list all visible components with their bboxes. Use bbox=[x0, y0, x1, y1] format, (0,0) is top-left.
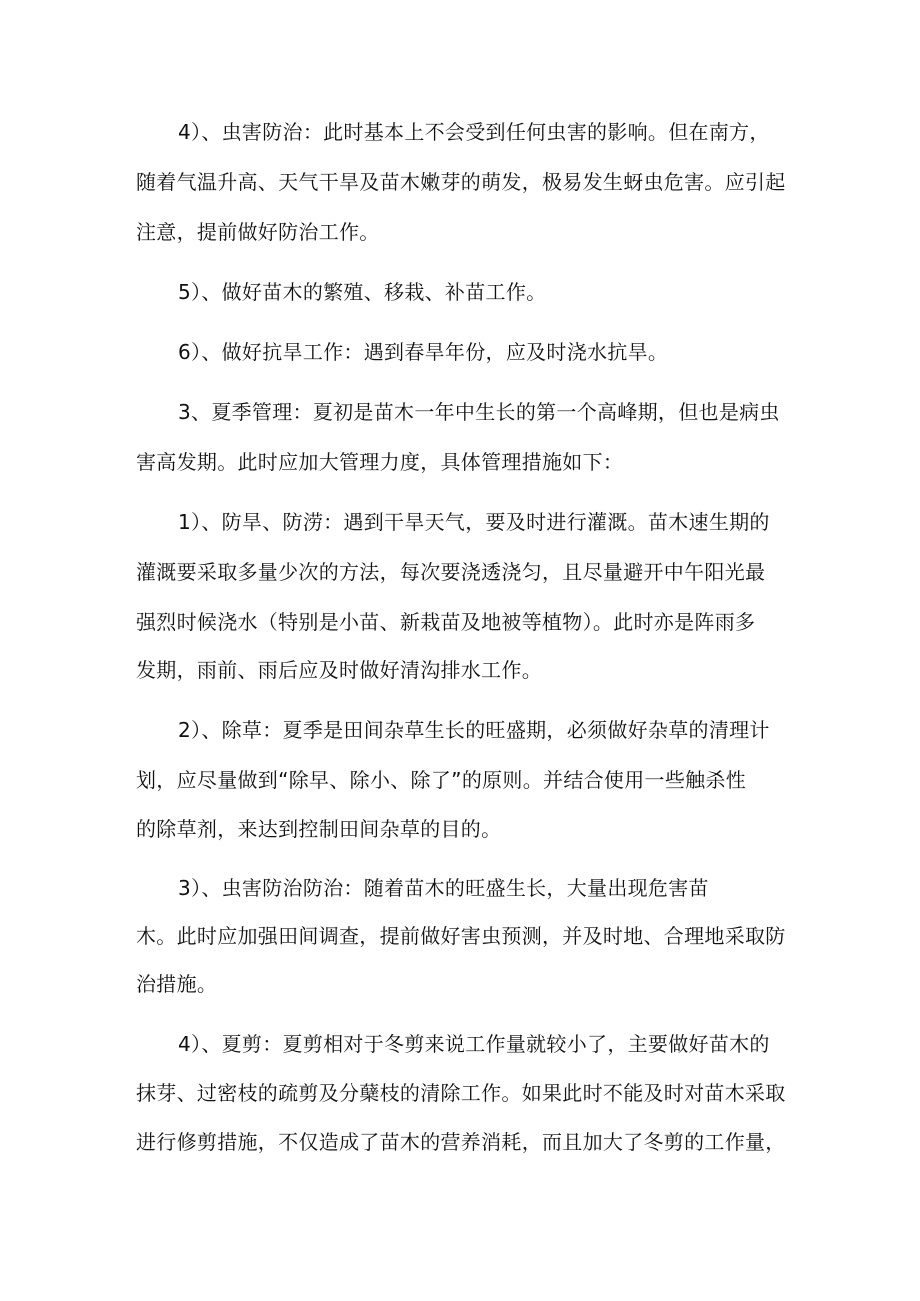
paragraph-line: 4）、夏剪：夏剪相对于冬剪来说工作量就较小了，主要做好苗木的 bbox=[178, 1032, 770, 1056]
paragraph-line: 的除草剂，来达到控制田间杂草的目的。 bbox=[136, 817, 502, 841]
paragraph-line: 发期，雨前、雨后应及时做好清沟排水工作。 bbox=[136, 658, 542, 682]
paragraph-line: 进行修剪措施，不仅造成了苗木的营养消耗，而且加大了冬剪的工作量， bbox=[136, 1130, 786, 1154]
paragraph-line: 6）、做好抗旱工作：遇到春旱年份，应及时浇水抗旱。 bbox=[178, 340, 669, 364]
section-heading-line: 3、夏季管理：夏初是苗木一年中生长的第一个高峰期，但也是病虫 bbox=[178, 400, 780, 424]
paragraph-line: 灌溉要采取多量少次的方法，每次要浇透浇匀，且尽量避开中午阳光最 bbox=[136, 560, 766, 584]
paragraph-line: 划，应尽量做到“除早、除小、除了”的原则。并结合使用一些触杀性 bbox=[136, 768, 747, 792]
paragraph-line: 木。此时应加强田间调查，提前做好害虫预测，并及时地、合理地采取防 bbox=[136, 924, 786, 948]
paragraph-line: 治措施。 bbox=[136, 972, 218, 996]
paragraph-line: 抹芽、过密枝的疏剪及分蘖枝的清除工作。如果此时不能及时对苗木采取 bbox=[136, 1081, 786, 1105]
paragraph-line: 注意，提前做好防治工作。 bbox=[136, 220, 380, 244]
paragraph-line: 4）、虫害防治：此时基本上不会受到任何虫害的影响。但在南方， bbox=[178, 120, 770, 144]
paragraph-line: 5）、做好苗木的繁殖、移栽、补苗工作。 bbox=[178, 280, 547, 304]
paragraph-line: 1）、防旱、防涝：遇到干旱天气，要及时进行灌溉。苗木速生期的 bbox=[178, 510, 770, 534]
paragraph-line: 强烈时候浇水（特别是小苗、新栽苗及地被等植物）。此时亦是阵雨多 bbox=[136, 610, 756, 634]
paragraph-line: 3）、虫害防治防治：随着苗木的旺盛生长，大量出现危害苗 bbox=[178, 876, 709, 900]
paragraph-line: 害高发期。此时应加大管理力度，具体管理措施如下： bbox=[136, 450, 624, 474]
paragraph-line: 随着气温升高、天气干旱及苗木嫩芽的萌发，极易发生蚜虫危害。应引起 bbox=[136, 170, 786, 194]
paragraph-line: 2）、除草：夏季是田间杂草生长的旺盛期，必须做好杂草的清理计 bbox=[178, 718, 770, 742]
